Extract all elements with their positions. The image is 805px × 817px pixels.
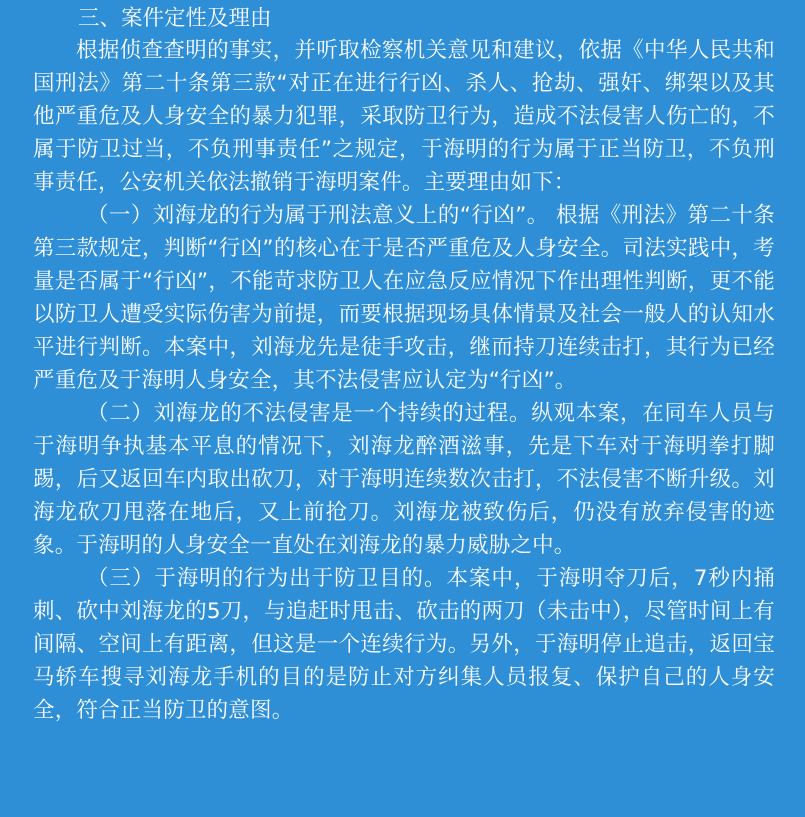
paragraph-reason-3: （三）于海明的行为出于防卫目的。本案中，于海明夺刀后，7秒内捅刺、砍中刘海龙的5刀，与追赶时甩击、砍击的两刀（未击中），尽管时间上有间隔、空间上有距离，但这是一个连续行为。另外，于海明停止追击，返回宝马轿车搜寻刘海龙手机的目的是防止对方纠集人员报复、保护自己的人身安全，符合正当防卫的意图。 (33, 566, 775, 723)
paragraph-intro: 根据侦查查明的事实，并听取检察机关意见和建议，依据《中华人民共和国刑法》第二十条第三款“对正在进行行凶、杀人、抢劫、强奸、绑架以及其他严重危及人身安全的暴力犯罪，采取防卫行为，造成不法侵害人伤亡的，不属于防卫过当，不负刑事责任”之规定，于海明的行为属于正当防卫，不负刑事责任，公安机关依法撤销于海明案件。主要理由如下： (33, 38, 775, 195)
paragraph-reason-2: （二）刘海龙的不法侵害是一个持续的过程。纵观本案，在同车人员与于海明争执基本平息的情况下，刘海龙醉酒滋事，先是下车对于海明拳打脚踢，后又返回车内取出砍刀，对于海明连续数次击打，不法侵害不断升级。刘海龙砍刀甩落在地后，又上前抢刀。刘海龙被致伤后，仍没有放弃侵害的迹象。于海明的人身安全一直处在刘海龙的暴力威胁之中。 (33, 401, 775, 558)
paragraph-reason-1: （一）刘海龙的行为属于刑法意义上的“行凶”。 根据《刑法》第二十条第三款规定，判断“行凶”的核心在于是否严重危及人身安全。司法实践中，考量是否属于“行凶”，不能苛求防卫人在应急反应情况下作出理性判断，更不能以防卫人遭受实际伤害为前提，而要根据现场具体情景及社会一般人的认知水平进行判断。本案中，刘海龙先是徒手攻击，继而持刀连续击打，其行为已经严重危及于海明人身安全，其不法侵害应认定为“行凶”。 (33, 203, 775, 393)
section-heading: 三、案件定性及理由 (78, 6, 272, 31)
